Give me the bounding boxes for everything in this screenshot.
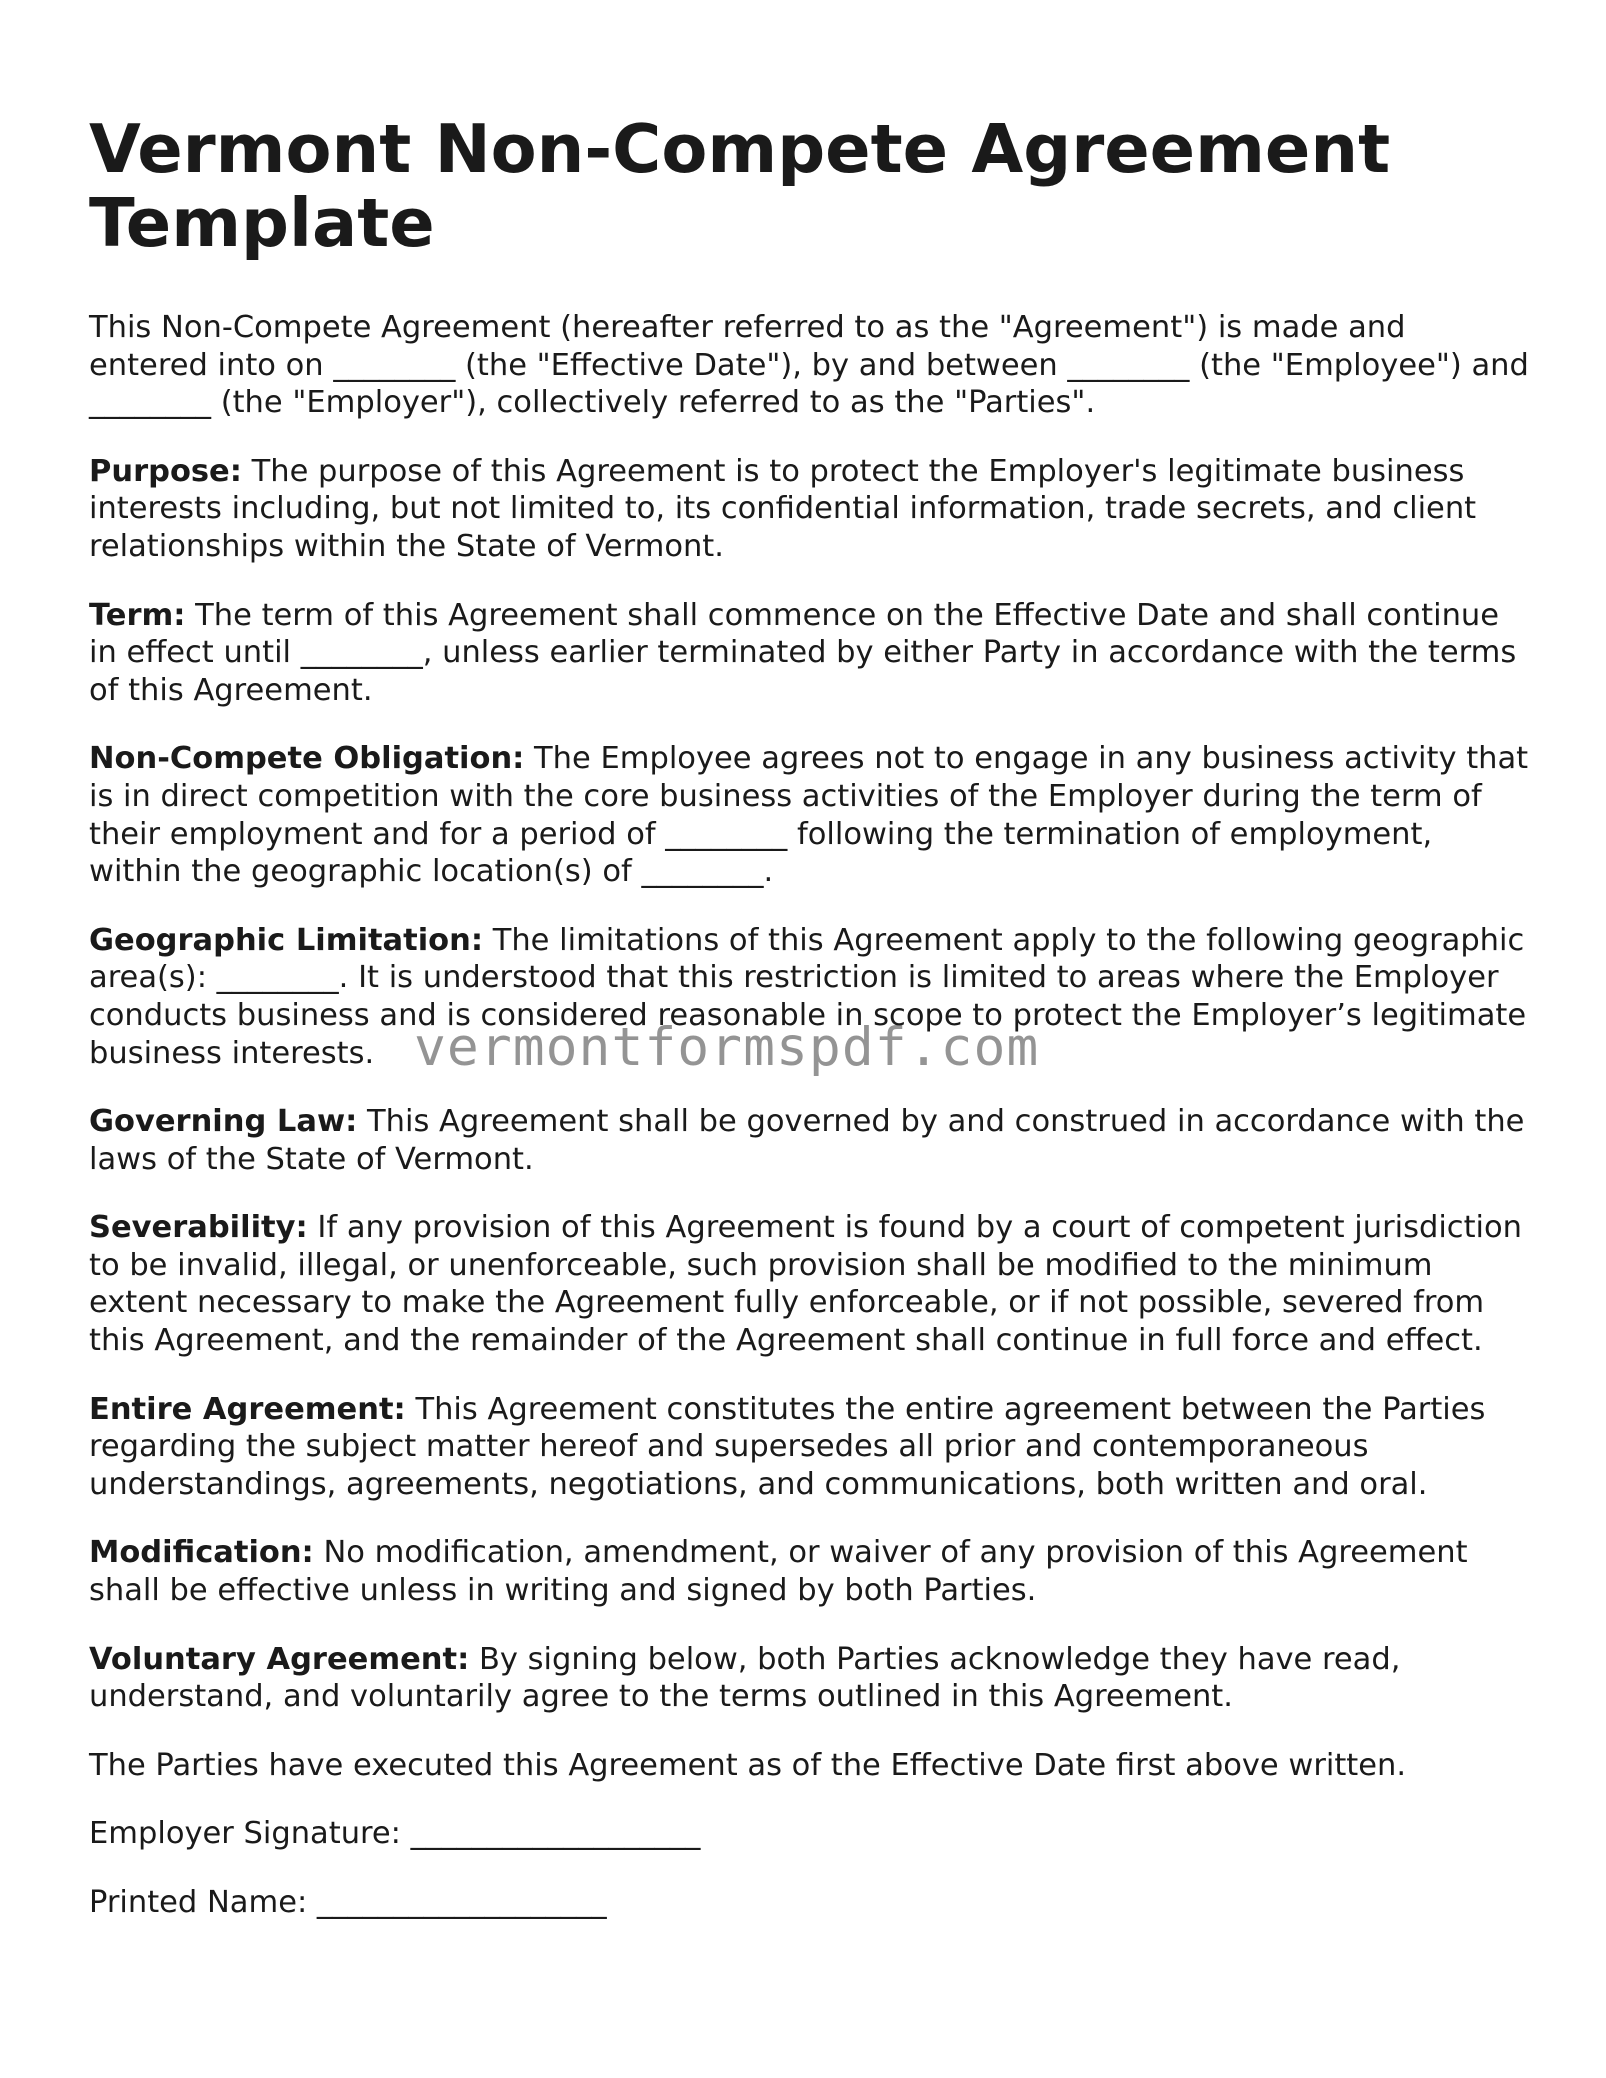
section-heading: Entire Agreement: xyxy=(89,1391,406,1427)
watermark: vermontformspdf.com xyxy=(414,1017,1040,1078)
intro-paragraph: This Non-Compete Agreement (hereafter referred to as the "Agreement") is made and entered into on ________ (the "Effective Date"), by and between ________ (the "Employee") and ________ (the "Employer"), collectively referred to as the "Parties". xyxy=(89,310,1529,421)
section-heading: Modification: xyxy=(89,1535,314,1571)
section-heading: Term: xyxy=(89,597,186,633)
employer-signature-line: Employer Signature: ___________________ xyxy=(89,1816,701,1852)
section-text: The limitations of this Agreement apply to the following geographic area(s): ________. It is understood that this restriction is limited to areas where the Employer conducts business and is considered reasonable in scope to protect the Employer’s legitimate business interests. xyxy=(89,922,1527,1071)
section-entire-agreement xyxy=(89,1391,1529,1504)
section-text: The purpose of this Agreement is to protect the Employer's legitimate business interests including, but not limited to, its confidential information, trade secrets, and client relationships within the State of Vermont. xyxy=(89,453,1477,564)
document-title: Vermont Non-Compete Agreement Template xyxy=(89,110,1391,262)
section-governing-law xyxy=(89,1103,1529,1178)
section-non-compete-obligation xyxy=(89,740,1529,890)
section-text: This Agreement shall be governed by and construed in accordance with the laws of the State of Vermont. xyxy=(89,1104,1525,1177)
section-severability xyxy=(89,1209,1529,1359)
section-purpose xyxy=(89,453,1529,566)
section-text: No modification, amendment, or waiver of any provision of this Agreement shall be effective unless in writing and signed by both Parties. xyxy=(89,1535,1468,1609)
section-text: The term of this Agreement shall commence on the Effective Date and shall continue in effect until ________, unless earlier terminated by either Party in accordance with the terms of this Agreement. xyxy=(89,597,1517,708)
section-term xyxy=(89,597,1529,710)
section-text: If any provision of this Agreement is found by a court of competent jurisdiction to be invalid, illegal, or unenforceable, such provision shall be modified to the minimum extent necessary to make the Agreement fully enforceable, or if not possible, severed from this Agreement, and the remainder of the Agreement shall continue in full force and effect. xyxy=(89,1210,1522,1359)
section-heading: Voluntary Agreement: xyxy=(89,1641,470,1677)
section-text: By signing below, both Parties acknowledge they have read, understand, and voluntarily agree to the terms outlined in this Agreement. xyxy=(89,1641,1401,1715)
section-heading: Non-Compete Obligation: xyxy=(89,741,525,777)
section-voluntary-agreement xyxy=(89,1641,1529,1716)
printed-name-line: Printed Name: ___________________ xyxy=(89,1885,607,1920)
section-heading: Purpose: xyxy=(89,453,242,489)
section-heading: Governing Law: xyxy=(89,1104,358,1140)
section-modification xyxy=(89,1534,1529,1609)
section-text: This Agreement constitutes the entire agreement between the Parties regarding the subject matter hereof and supersedes all prior and contemporaneous understandings, agreements, negotiations, and communications, both written and oral. xyxy=(89,1391,1486,1502)
section-heading: Geographic Limitation: xyxy=(89,922,484,958)
section-text: The Employee agrees not to engage in any business activity that is in direct competition with the core business activities of the Employer during the term of their employment and for a period of ________ following the termination of employment, within the geographic location(s) of ________. xyxy=(89,741,1529,890)
section-heading: Severability: xyxy=(89,1210,308,1246)
closing-statement: The Parties have executed this Agreement as of the Effective Date first above written. xyxy=(89,1747,1407,1783)
